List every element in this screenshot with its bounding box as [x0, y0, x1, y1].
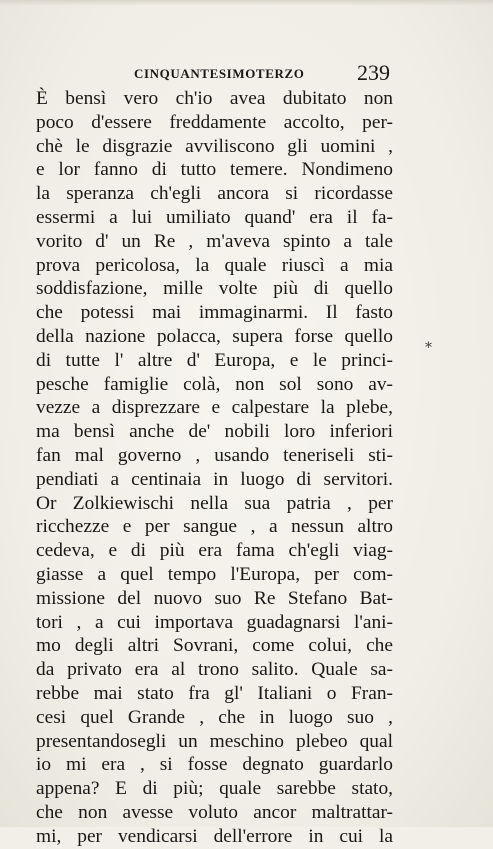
text-line: la speranza ch'egli ancora si ricordasse: [36, 183, 393, 205]
margin-mark: *: [425, 340, 432, 356]
text-line: presentandosegli un meschino plebeo qual: [36, 730, 393, 752]
text-line: soddisfazione, mille volte più di quello: [36, 278, 393, 300]
text-line: pendiati a centinaia in luogo di servitori.: [36, 468, 393, 490]
text-line: di tutte l' altre d' Europa, e le princi-: [36, 349, 393, 371]
text-line: chè le disgrazie avviliscono gli uomini ,: [36, 135, 393, 157]
text-line: giasse a quel tempo l'Europa, per com-: [36, 563, 393, 585]
text-line: ricchezze e per sangue , a nessun altro: [36, 516, 393, 538]
text-line: vorito d' un Re , m'aveva spinto a tale: [36, 230, 393, 252]
page-top-edge: [0, 0, 493, 6]
text-line: che non avesse voluto ancor maltrattar-: [36, 801, 393, 823]
text-line: che potessi mai immaginarmi. Il fasto: [36, 302, 393, 324]
text-line: appena? E di più; quale sarebbe stato,: [36, 778, 393, 800]
text-line: mi, per vendicarsi dell'errore in cui la: [36, 825, 393, 847]
text-line: prova pericolosa, la quale riuscì a mia: [36, 254, 393, 276]
text-line: È bensì vero ch'io avea dubitato non: [36, 88, 393, 109]
text-line: missione del nuovo suo Re Stefano Bat-: [36, 587, 393, 609]
text-line: fan mal governo , usando teneriseli sti-: [36, 444, 393, 466]
text-line: Or Zolkiewischi nella sua patria , per: [36, 492, 393, 514]
text-line: e lor fanno di tutto temere. Nondimeno: [36, 159, 393, 181]
text-line: poco d'essere freddamente accolto, per-: [36, 111, 393, 133]
text-line: ma bensì anche de' nobili loro inferiori: [36, 421, 393, 443]
text-line: della nazione polacca, supera forse quello: [36, 325, 393, 347]
text-line: tori , a cui importava guadagnarsi l'ani-: [36, 611, 393, 633]
text-line: essermi a lui umiliato quand' era il fa-: [36, 206, 393, 228]
page-header: [120, 60, 390, 86]
text-line: vezze a disprezzare e calpestare la plebe,: [36, 397, 393, 419]
text-line: da privato era al trono salito. Quale sa-: [36, 659, 393, 681]
text-line: io mi era , si fosse degnato guardarlo: [36, 754, 393, 776]
text-line: cesi quel Grande , che in luogo suo ,: [36, 706, 393, 728]
text-line: mo degli altri Sovrani, come colui, che: [36, 635, 393, 657]
body-text: [36, 87, 393, 849]
text-line: rebbe mai stato fra gl' Italiani o Fran-: [36, 682, 393, 704]
text-line: pesche famiglie colà, non sol sono av-: [36, 373, 393, 395]
page-number: 239: [357, 60, 390, 85]
text-line: cedeva, e di più era fama ch'egli viag-: [36, 540, 393, 562]
running-head: CINQUANTESIMOTERZO: [134, 66, 305, 81]
